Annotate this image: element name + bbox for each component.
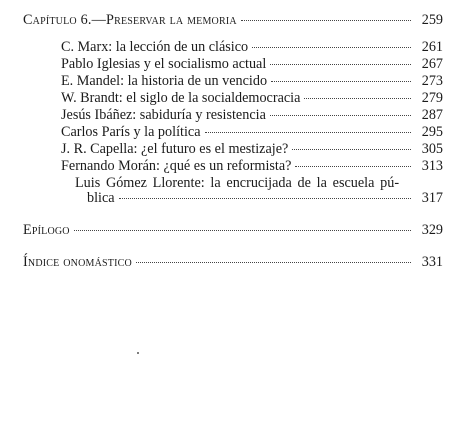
toc-section-entry xyxy=(61,56,443,72)
page-number: 313 xyxy=(421,158,443,174)
section-title: C. Marx: la lección de un clásico xyxy=(61,39,249,55)
page-number: 317 xyxy=(421,190,443,206)
chapter-title: Capítulo 6.—Preservar la memoria xyxy=(23,12,237,28)
toc-section-entry xyxy=(61,141,443,157)
dot-leader xyxy=(270,64,411,65)
toc-section-entry xyxy=(61,124,443,140)
dot-leader xyxy=(304,98,411,99)
dot-leader xyxy=(74,230,411,231)
dot-leader xyxy=(241,20,411,21)
toc-chapter-entry xyxy=(23,12,443,28)
toc-section-entry xyxy=(61,90,443,106)
section-title-line-2: blica xyxy=(87,190,115,206)
toc-section-entry xyxy=(61,39,443,55)
section-title: J. R. Capella: ¿el futuro es el mestizaje? xyxy=(61,141,289,157)
dot-leader xyxy=(295,166,411,167)
dot-leader xyxy=(292,149,411,150)
dust-speck xyxy=(137,352,139,354)
section-title: Pablo Iglesias y el socialismo actual xyxy=(61,56,267,72)
page-number: 279 xyxy=(421,90,443,106)
dot-leader xyxy=(271,81,411,82)
page-number: 295 xyxy=(421,124,443,140)
page-number: 259 xyxy=(421,12,443,28)
page-number: 305 xyxy=(421,141,443,157)
dot-leader xyxy=(252,47,411,48)
toc-section-entry xyxy=(87,190,443,206)
section-title: W. Brandt: el siglo de la socialdemocracia xyxy=(61,90,301,106)
page-number: 287 xyxy=(421,107,443,123)
section-title-line-1: Luis Gómez Llorente: la encrucijada de la escuela pú- xyxy=(75,175,400,191)
toc-section-entry xyxy=(61,107,443,123)
page-number: 267 xyxy=(421,56,443,72)
section-title: Fernando Morán: ¿qué es un reformista? xyxy=(61,158,292,174)
dot-leader xyxy=(270,115,411,116)
toc-section-entry xyxy=(61,73,443,89)
dot-leader xyxy=(136,262,411,263)
section-title: Jesús Ibáñez: sabiduría y resistencia xyxy=(61,107,266,123)
page-number: 331 xyxy=(421,254,443,270)
page-number: 261 xyxy=(421,39,443,55)
epilogue-title: Epílogo xyxy=(23,222,70,238)
section-title: Carlos París y la política xyxy=(61,124,201,140)
dot-leader xyxy=(119,198,411,199)
section-title: E. Mandel: la historia de un vencido xyxy=(61,73,268,89)
dot-leader xyxy=(205,132,412,133)
index-title: Índice onomástico xyxy=(23,254,132,270)
toc-section-entry xyxy=(61,158,443,174)
page-number: 273 xyxy=(421,73,443,89)
page-number: 329 xyxy=(421,222,443,238)
toc-epilogue-entry xyxy=(23,222,443,238)
toc-index-entry xyxy=(23,254,443,270)
